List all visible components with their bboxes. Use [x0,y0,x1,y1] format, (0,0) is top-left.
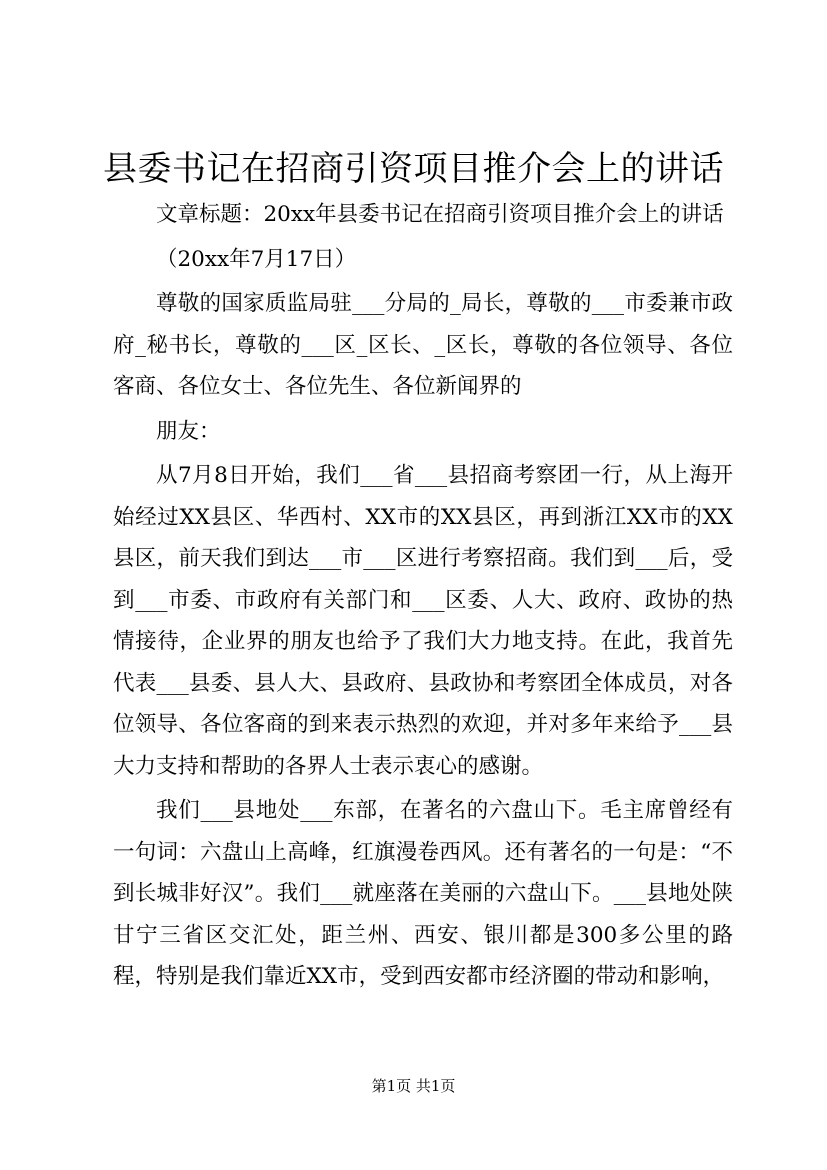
salutation-paragraph: 尊敬的国家质监局驻___分局的_局长，尊敬的___市委兼市政府_秘书长，尊敬的___区_区长、_区长，尊敬的各位领导、各位客商、各位女士、各位先生、各位新闻界的 [113,291,733,399]
body-paragraph-2: 我们___县地处___东部，在著名的六盘山下。毛主席曾经有一句词：六盘山上高峰，红旗漫卷西风。还有著名的一句是：“不到长城非好汉”。我们___就座落在美丽的六盘山下。___县地处陕甘宁三省区交汇处，距兰州、西安、银川都是300多公里的路程，特别是我们靠近XX市，受到西安都市经济圈的带动和影响， [113,798,733,989]
article-title-paragraph: 文章标题：20xx年县委书记在招商引资项目推介会上的讲话 [156,202,724,227]
salutation-friends: 朋友： [156,418,221,444]
body-paragraph-1: 从7月8日开始，我们___省___县招商考察团一行，从上海开始经过XX县区、华西村、XX市的XX县区，再到浙江XX市的XX县区，前天我们到达___市___区进行考察招商。我们到___后，受到___市委、市政府有关部门和___区委、人大、政府、政协的热情接待，企业界的朋友也给予了我们大力地支持。在此，我首先代表___县委、县人大、县政府、县政协和考察团全体成员，对各位领导、各位客商的到来表示热烈的欢迎，并对多年来给予___县大力支持和帮助的各界人士表示衷心的感谢。 [113,463,733,779]
document-body [113,194,733,998]
speech-date: （20xx年7月17日） [156,246,357,272]
page-footer: 第1页 共1页 [371,1077,456,1095]
document-title: 县委书记在招商引资项目推介会上的讲话 [103,149,724,189]
